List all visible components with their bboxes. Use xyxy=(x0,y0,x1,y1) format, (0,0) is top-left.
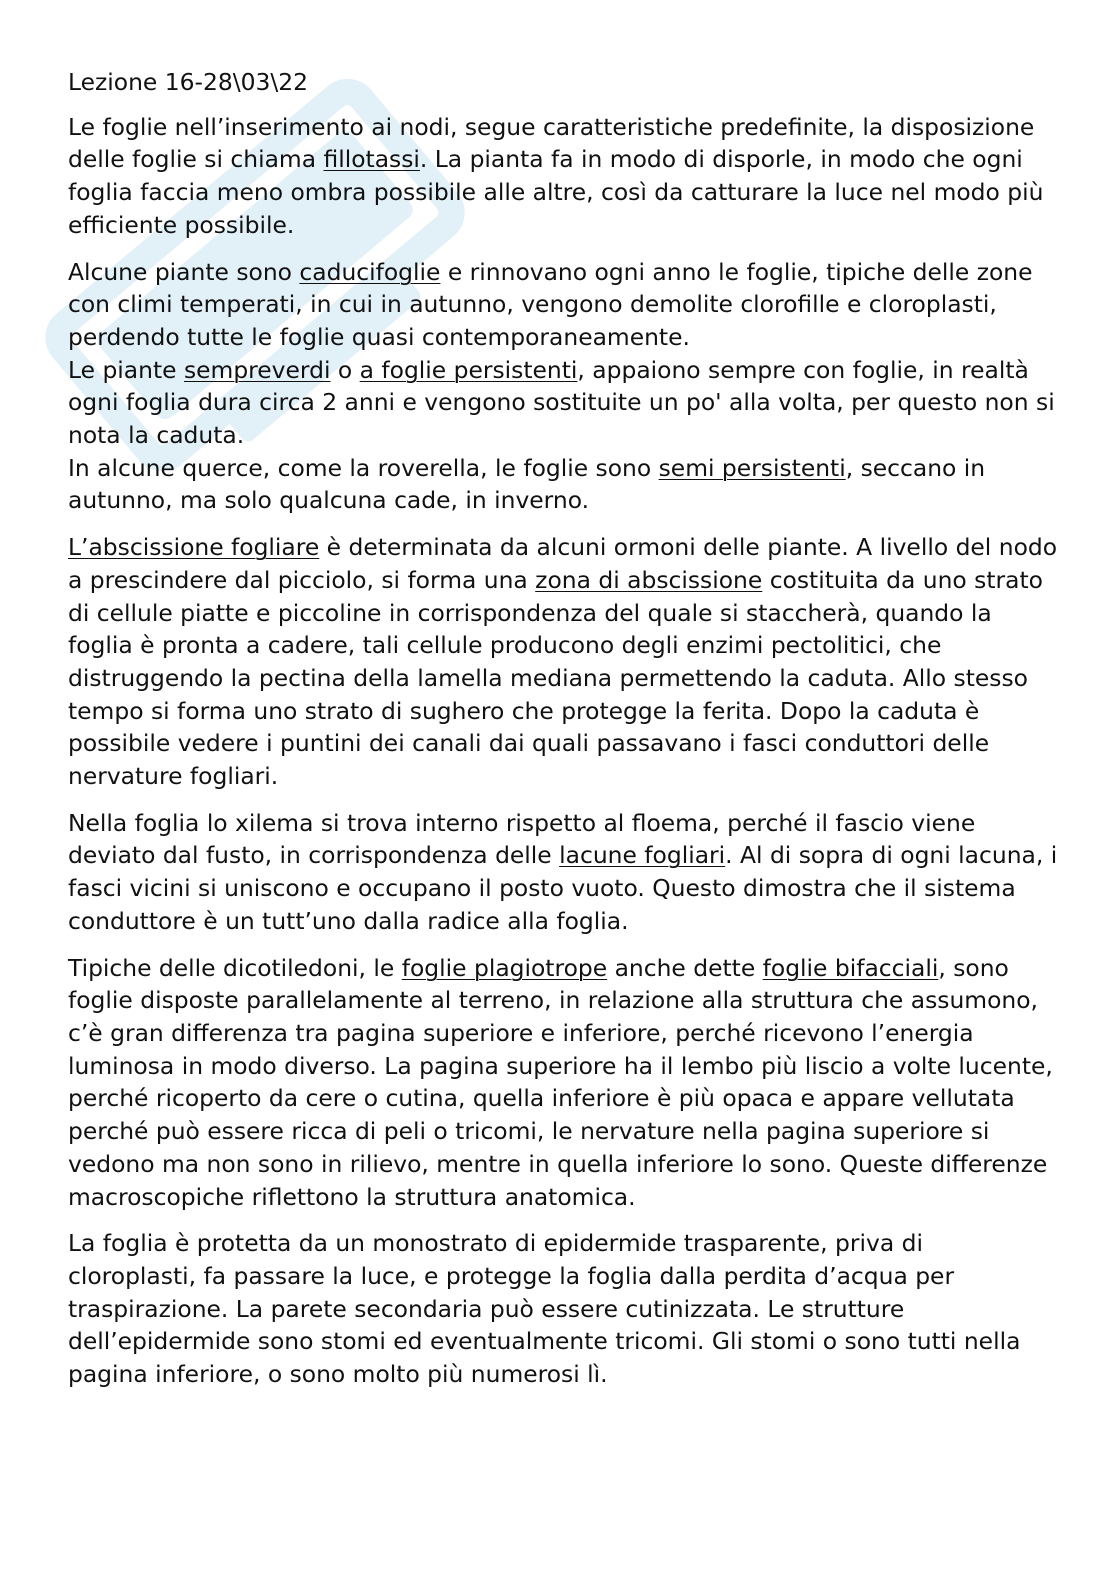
term-foglie-persistenti: a foglie persistenti xyxy=(359,355,578,384)
lesson-title: Lezione 16-28\03\22 xyxy=(68,68,309,96)
paragraph-abscissione: L’abscissione fogliare è determinata da alcuni ormoni delle piante. A livello del nodo a prescindere dal picciolo, si forma una zona di abscissione costituita da uno strato di cellule piatte e piccoline in corrispondenza del quale si staccherà, quando la foglia è pronta a cadere, tali cellule producono degli enzimi pectolitici, che distruggendo la pectina della lamella mediana permettendo la caduta. Allo stesso tempo si forma uno strato di sughero che protegge la ferita. Dopo la caduta è possibile vedere i puntini dei canali dai quali passavano i fasci conduttori delle nervature fogliari. xyxy=(68,533,1058,791)
paragraph-sempreverdi: Le piante sempreverdi o a foglie persistenti, appaiono sempre con foglie, in realtà ogni foglia dura circa 2 anni e vengono sostituite un po' alla volta, per questo non si nota la caduta. xyxy=(68,355,1055,450)
paragraph-fillotassi: Le foglie nell’inserimento ai nodi, segue caratteristiche predefinite, la disposizione delle foglie si chiama fillotassi. La pianta fa in modo di disporle, in modo che ogni foglia faccia meno ombra possibile alle altre, così da catturare la luce nel modo più efficiente possibile. xyxy=(68,112,1044,239)
paragraph-epidermide: La foglia è protetta da un monostrato di epidermide trasparente, priva di cloroplasti, fa passare la luce, e protegge la foglia dalla perdita d’acqua per traspirazione. La parete secondaria può essere cutinizzata. Le strutture dell’epidermide sono stomi ed eventualmente tricomi. Gli stomi o sono tutti nella pagina inferiore, o sono molto più numerosi lì. xyxy=(68,1229,1021,1389)
paragraph-caducifoglie: Alcune piante sono caducifoglie e rinnovano ogni anno le foglie, tipiche delle zone con climi temperati, in cui in autunno, vengono demolite clorofille e cloroplasti, perdendo tutte le foglie quasi contemporaneamente. xyxy=(68,257,1033,351)
term-lacune-fogliari: lacune fogliari xyxy=(559,841,726,870)
term-caducifoglie: caducifoglie xyxy=(299,257,441,286)
term-foglie-bifacciali: foglie bifacciali xyxy=(762,953,939,982)
term-zona-di-abscissione: zona di abscissione xyxy=(535,565,763,594)
term-sempreverdi: sempreverdi xyxy=(183,355,331,384)
term-semi-persistenti: semi persistenti xyxy=(658,453,846,482)
paragraph-plagiotrope: Tipiche delle dicotiledoni, le foglie plagiotrope anche dette foglie bifacciali, sono foglie disposte parallelamente al terreno, in relazione alla struttura che assumono, c’è gran differenza tra pagina superiore e inferiore, perché ricevono l’energia luminosa in modo diverso. La pagina superiore ha il lembo più liscio a volte lucente, perché ricoperto da cere o cutina, quella inferiore è più opaca e appare vellutata perché può essere ricca di peli o tricomi, le nervature nella pagina superiore si vedono ma non sono in rilievo, mentre in quella inferiore lo sono. Queste differenze macroscopiche riflettono la struttura anatomica. xyxy=(68,953,1053,1211)
term-foglie-plagiotrope: foglie plagiotrope xyxy=(401,953,608,982)
term-fillotassi: fillotassi xyxy=(323,145,420,174)
term-abscissione-fogliare: L’abscissione fogliare xyxy=(68,533,320,562)
document-page xyxy=(68,66,1058,1405)
paragraph-xilema: Nella foglia lo xilema si trova interno rispetto al floema, perché il fascio viene deviato dal fusto, in corrispondenza delle lacune fogliari. Al di sopra di ogni lacuna, i fasci vicini si uniscono e occupano il posto vuoto. Questo dimostra che il sistema conduttore è un tutt’uno dalla radice alla foglia. xyxy=(68,808,1058,935)
paragraph-semi-persistenti: In alcune querce, come la roverella, le foglie sono semi persistenti, seccano in autunno, ma solo qualcuna cade, in inverno. xyxy=(68,453,986,515)
